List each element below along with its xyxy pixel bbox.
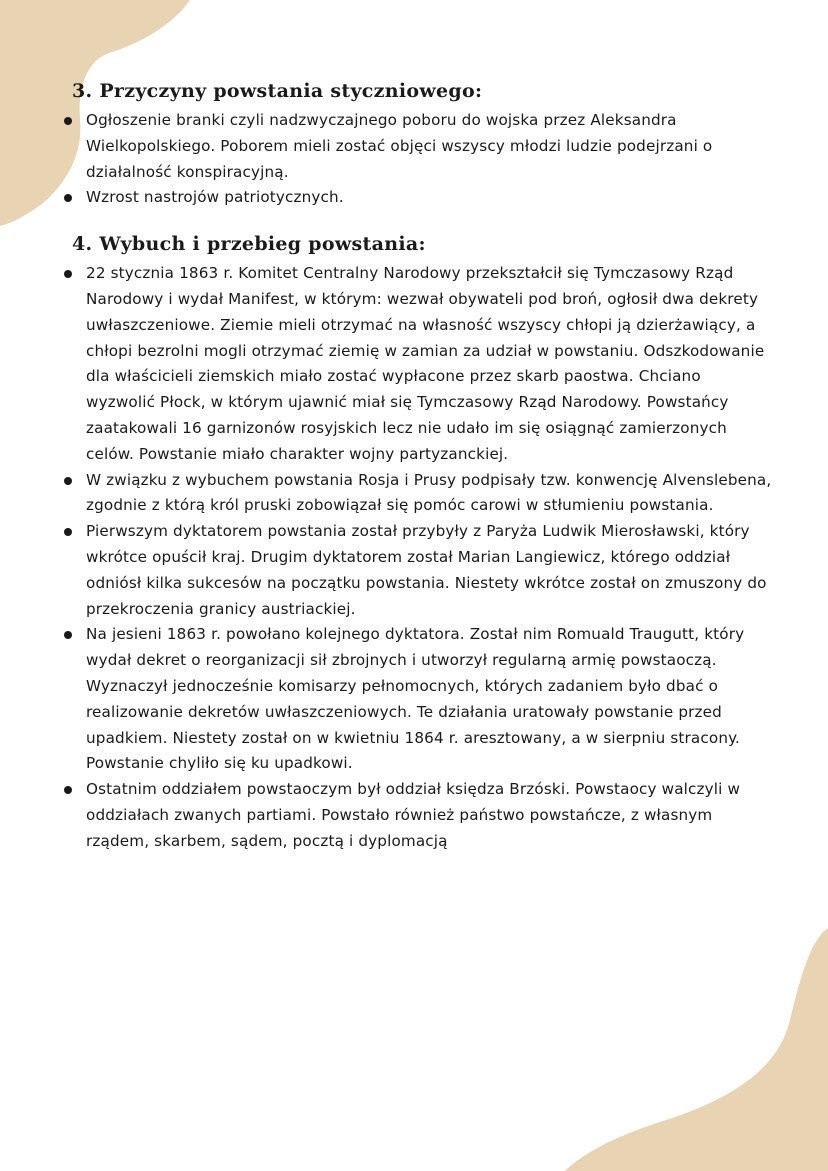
document-body <box>62 80 772 877</box>
bullet-item: Ogłoszenie branki czyli nadzwyczajnego poboru do wojska przez Aleksandra Wielkopolskiego. Poborem mieli zostać objęci wszyscy młodzi ludzie podejrzani o działalność konspiracyjną. <box>62 108 772 185</box>
bullet-item: Na jesieni 1863 r. powołano kolejnego dyktatora. Został nim Romuald Traugutt, który wydał dekret o reorganizacji sił zbrojnych i utworzył regularną armię powstaoczą. Wyznaczył jednocześnie komisarzy pełnomocnych, których zadaniem było dbać o realizowanie dekretów uwłaszczeniowych. Te działania uratowały powstanie przed upadkiem. Niestety został on w kwietniu 1864 r. aresztowany, a w sierpniu stracony. Powstanie chyliło się ku upadkowi. <box>62 622 772 777</box>
bullet-item: 22 stycznia 1863 r. Komitet Centralny Narodowy przekształcił się Tymczasowy Rząd Narodowy i wydał Manifest, w którym: wezwał obywateli pod broń, ogłosił dwa dekrety uwłaszczeniowe. Ziemie mieli otrzymać na własność wszyscy chłopi ją dzierżawiący, a chłopi bezrolni mogli otrzymać ziemię w zamian za udział w powstaniu. Odszkodowanie dla właścicieli ziemskich miało zostać wypłacone przez skarb paostwa. Chciano wyzwolić Płock, w którym ujawnić miał się Tymczasowy Rząd Narodowy. Powstańcy zaatakowali 16 garnizonów rosyjskich lecz nie udało im się osiągnąć zamierzonych celów. Powstanie miało charakter wojny partyzanckiej. <box>62 261 772 467</box>
bullet-item: W związku z wybuchem powstania Rosja i Prusy podpisały tzw. konwencję Alvenslebena, zgodnie z którą król pruski zobowiązał się pomóc carowi w stłumieniu powstania. <box>62 468 772 520</box>
bullet-item: Ostatnim oddziałem powstaoczym był oddział księdza Brzóski. Powstaocy walczyli w oddziałach zwanych partiami. Powstało również państwo powstańcze, z własnym rządem, skarbem, sądem, pocztą i dyplomacją <box>62 777 772 854</box>
section-outbreak <box>62 233 772 854</box>
bullet-list <box>62 261 772 854</box>
bullet-item: Pierwszym dyktatorem powstania został przybyły z Paryża Ludwik Mierosławski, który wkrótce opuścił kraj. Drugim dyktatorem został Marian Langiewicz, którego oddział odniósł kilka sukcesów na początku powstania. Niestety wkrótce został on zmuszony do przekroczenia granicy austriackiej. <box>62 519 772 622</box>
section-heading: 4. Wybuch i przebieg powstania: <box>72 233 426 256</box>
section-heading: 3. Przyczyny powstania styczniowego: <box>72 80 483 102</box>
bullet-list <box>62 108 772 211</box>
section-causes <box>62 80 772 211</box>
bullet-item: Wzrost nastrojów patriotycznych. <box>62 185 772 211</box>
